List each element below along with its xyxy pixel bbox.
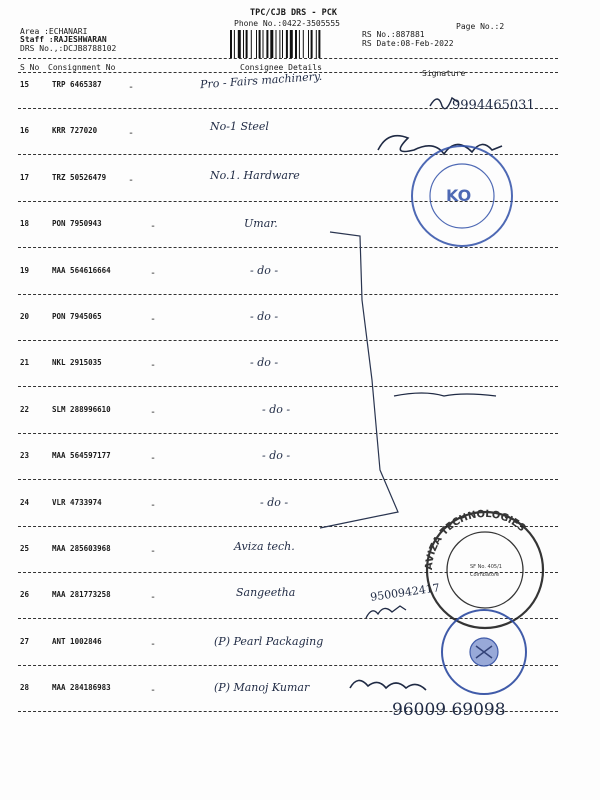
barcode-bar [282, 30, 283, 58]
row-consignment-number: NKL 2915035 [52, 358, 102, 368]
row-consignment-number: MAA 564616664 [52, 265, 111, 275]
row-consignment-number: MAA 564597177 [52, 451, 111, 461]
row-serial-number: 22 [20, 404, 30, 414]
row-consignment-number: SLM 288996610 [52, 404, 111, 414]
table-row [0, 588, 600, 608]
row-consignee-details: No.1. Hardware [210, 168, 300, 182]
row-divider [18, 479, 558, 480]
row-serial-number: 27 [20, 636, 30, 646]
barcode-bar [266, 30, 268, 58]
row-divider [18, 294, 558, 295]
row-divider [18, 340, 558, 341]
barcode-bar [276, 30, 277, 58]
row-consignee-details: (P) Pearl Packaging [214, 634, 324, 648]
area-label: Area :ECHANARI [20, 27, 88, 36]
barcode-bar [290, 30, 293, 58]
row-serial-number: 24 [20, 497, 30, 507]
barcode-bar [246, 30, 248, 58]
aviza-stamp [424, 509, 543, 628]
row-dash-mark: - [150, 360, 157, 372]
col-consignee: Consignee Details [240, 63, 322, 72]
row-consignment-number: MAA 281773258 [52, 590, 111, 600]
row-consignment-number: PON 7945065 [52, 312, 102, 321]
row-consignee-details: - do - [260, 495, 289, 509]
row-serial-number: 21 [20, 358, 30, 368]
rs-date: RS Date:08-Feb-2022 [362, 39, 454, 48]
row-consignment-number: ANT 1002846 [52, 636, 102, 646]
row-serial-number: 26 [20, 590, 30, 600]
table-row [0, 449, 600, 469]
barcode-bar [311, 30, 313, 58]
row-divider [18, 201, 558, 202]
row-divider [18, 386, 558, 387]
row-consignee-details: Sangeetha [236, 586, 296, 600]
barcode-bar [256, 30, 257, 58]
row-consignment-number: TRP 6465387 [52, 80, 102, 89]
barcode-bar [295, 30, 297, 58]
barcode-bar [251, 30, 252, 58]
table-row [0, 264, 600, 284]
row-dash-mark: - [150, 638, 157, 650]
row-dash-mark: - [128, 82, 135, 93]
row-serial-number: 25 [20, 544, 30, 553]
row-consignee-details: - do - [250, 310, 279, 323]
row-dash-mark: - [150, 314, 157, 325]
row-consignee-details: - do - [262, 402, 291, 416]
row-divider [18, 247, 558, 248]
document-title: TPC/CJB DRS - PCK [250, 8, 337, 18]
signature-22 [394, 393, 496, 396]
row-consignee-details: Aviza tech. [234, 540, 295, 553]
barcode-bar [243, 30, 244, 58]
row-serial-number: 23 [20, 451, 30, 461]
row-consignee-details: - do - [250, 263, 279, 277]
row-dash-mark: - [150, 453, 157, 465]
rs-number: RS No.:887881 [362, 30, 425, 39]
row-serial-number: 20 [20, 312, 30, 321]
barcode-bar [234, 30, 235, 58]
barcode-bar [316, 30, 317, 58]
barcode [228, 30, 352, 58]
barcode-bar [259, 30, 261, 58]
table-row [0, 120, 600, 144]
aviza-stamp-text: AVIZA TECHNOLOGIES [423, 508, 528, 571]
col-signature: Signature [422, 69, 466, 78]
row-serial-number: 28 [20, 683, 30, 693]
row-consignee-details: Pro - Fairs machinery. [199, 69, 323, 92]
table-row [0, 356, 600, 376]
table-row [0, 496, 600, 516]
barcode-bar [318, 30, 320, 58]
row-consignment-number: KRR 727020 [52, 126, 98, 136]
row-divider [18, 572, 558, 573]
page-number: Page No.:2 [456, 22, 505, 31]
row-dash-mark: - [150, 406, 157, 418]
barcode-bar [270, 30, 273, 58]
row-divider [18, 154, 558, 155]
row-dash-mark: - [150, 685, 157, 697]
barcode-bar [308, 30, 309, 58]
row-serial-number: 16 [20, 126, 30, 136]
row-divider [18, 665, 558, 666]
barcode-bar [303, 30, 304, 58]
barcode-bar [279, 30, 280, 58]
row-dash-mark: - [150, 267, 157, 279]
handwritten-phone-26: 9500942417 [369, 581, 441, 604]
svg-text:KO: KO [446, 186, 472, 205]
row-consignment-number: MAA 284186983 [52, 683, 111, 693]
row-consignment-number: TRZ 50526479 [52, 172, 107, 182]
row-dash-mark: - [150, 546, 157, 557]
row-serial-number: 19 [20, 265, 30, 275]
row-serial-number: 17 [20, 172, 30, 182]
table-row [0, 168, 600, 191]
barcode-bar [299, 30, 300, 58]
handwritten-phone-28: 96009 69098 [392, 700, 506, 720]
row-consignment-number: VLR 4733974 [52, 497, 102, 507]
row-consignment-number: PON 7950943 [52, 219, 102, 229]
table-row [0, 403, 600, 423]
row-divider [18, 618, 558, 619]
row-divider [18, 433, 558, 434]
phone-number: Phone No.:0422-3505555 [234, 19, 340, 28]
row-dash-mark: - [150, 221, 157, 233]
handwritten-phone-15: 9994465031 [452, 98, 535, 113]
row-consignee-details: - do - [250, 356, 279, 370]
staff-label: Staff :RAJESHWARAN [20, 35, 107, 44]
table-row [0, 681, 600, 701]
row-consignee-details: (P) Manoj Kumar [214, 681, 310, 695]
barcode-bar [238, 30, 241, 58]
svg-text:Coimbatore: Coimbatore [470, 572, 500, 578]
col-consignment: Consignment No [48, 63, 116, 72]
table-row [0, 635, 600, 655]
row-serial-number: 15 [20, 80, 30, 89]
table-row [0, 310, 600, 330]
row-serial-number: 18 [20, 219, 30, 229]
row-divider [18, 526, 558, 527]
drs-number: DRS No.,:DCJB8788102 [20, 44, 117, 53]
barcode-bar [286, 30, 288, 58]
svg-text:SF No. 405/1: SF No. 405/1 [470, 564, 502, 570]
barcode-bar [230, 30, 232, 58]
row-dash-mark: - [128, 174, 135, 186]
row-consignee-details: - do - [262, 449, 291, 463]
row-dash-mark: - [128, 128, 135, 140]
table-row [0, 217, 600, 237]
row-consignee-details: Umar. [244, 217, 278, 231]
barcode-bar [263, 30, 264, 58]
col-sno: S No [20, 63, 40, 72]
table-row [0, 542, 600, 562]
row-consignment-number: MAA 285603968 [52, 544, 111, 553]
row-consignee-details: No-1 Steel [210, 120, 269, 134]
header-rule-top [18, 58, 558, 59]
row-dash-mark: - [150, 592, 157, 604]
row-dash-mark: - [150, 499, 157, 511]
